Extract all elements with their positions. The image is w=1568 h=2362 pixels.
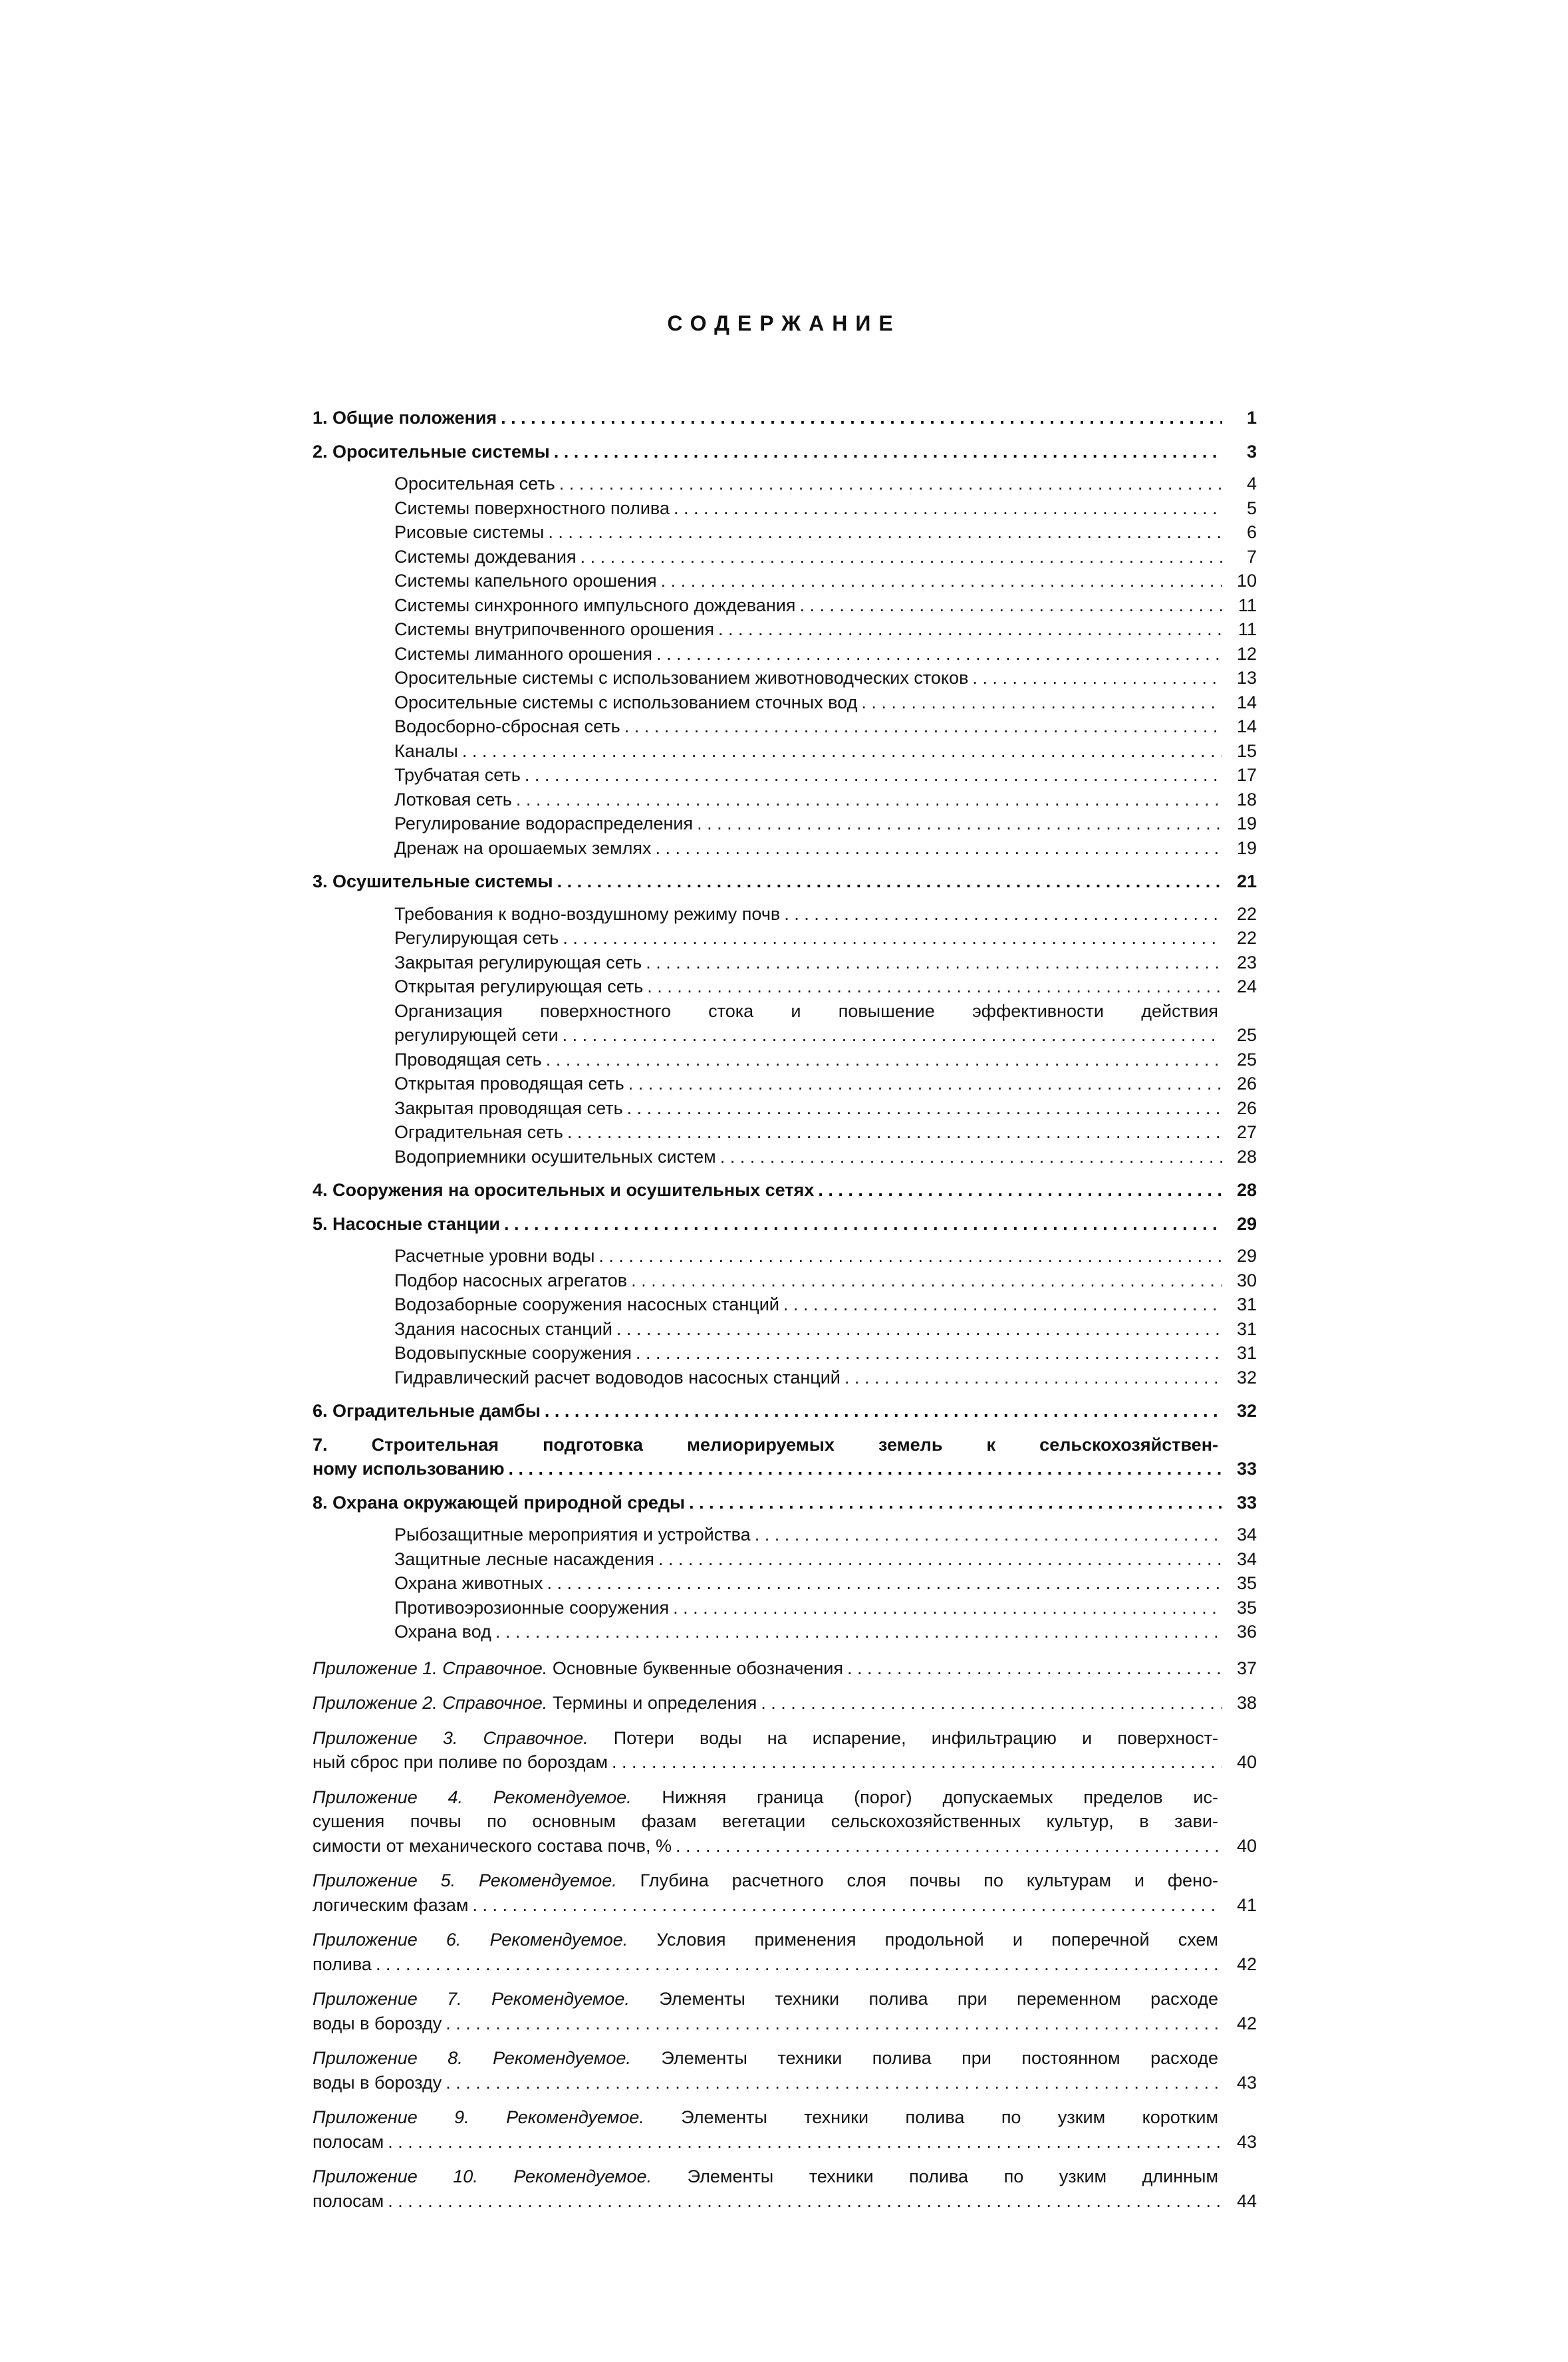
dot-leader — [554, 440, 1222, 464]
dot-leader — [972, 666, 1222, 690]
entry-text: Приложение 2. Справочное. Термины и определения — [313, 1693, 757, 1713]
entry-row[interactable] — [313, 1893, 1257, 1918]
entry-text: воды в борозду — [313, 2072, 442, 2093]
entry-line: 7. Строительная подготовка мелиорируемых земель к сельскохозяйствен- — [313, 1434, 1218, 1455]
toc-subsection-item[interactable] — [394, 974, 1257, 999]
page-number: 29 — [1236, 1246, 1257, 1266]
page-number: 5 — [1246, 498, 1257, 518]
dot-leader — [761, 1691, 1222, 1715]
toc-annex[interactable] — [313, 2046, 1257, 2095]
dot-leader — [655, 836, 1222, 861]
entry-text: Закрытая проводящая сеть — [394, 1098, 623, 1118]
entry-line: Приложение 7. Рекомендуемое. Элементы техники полива при переменном расходе — [313, 1989, 1219, 2009]
entry-text: Регулирующая сеть — [394, 928, 559, 948]
page-number: 29 — [1236, 1213, 1257, 1234]
entry-text: Требования к водно-воздушному режиму почв — [394, 903, 781, 924]
entry-text: Оградительная сеть — [394, 1122, 563, 1142]
dot-leader — [646, 951, 1222, 975]
dot-leader — [628, 1072, 1222, 1096]
dot-leader — [388, 2130, 1222, 2154]
dot-leader — [636, 1341, 1222, 1366]
dot-leader — [612, 1750, 1222, 1775]
entry-text: Системы внутрипочвенного орошения — [394, 619, 714, 639]
dot-leader — [718, 617, 1222, 642]
entry-text: Системы лиманного орошения — [394, 643, 652, 664]
toc-section-heading[interactable] — [313, 1212, 1257, 1237]
page-number: 43 — [1236, 2131, 1257, 2152]
toc-subsection-item[interactable] — [394, 1596, 1257, 1620]
toc-section-heading[interactable] — [313, 1399, 1257, 1423]
entry-text: Рисовые системы — [394, 522, 545, 542]
toc-subsection-item[interactable] — [394, 1317, 1257, 1342]
toc-subsection-item[interactable] — [394, 714, 1257, 739]
dot-leader — [783, 1292, 1222, 1317]
page-number: 12 — [1236, 643, 1257, 664]
toc-section-heading[interactable] — [313, 1433, 1257, 1481]
entry-text: регулирующей сети — [394, 1025, 559, 1045]
entry-text: Расчетные уровни воды — [394, 1246, 595, 1266]
entry-text: Подбор насосных агрегатов — [394, 1270, 628, 1290]
dot-leader — [376, 1952, 1222, 1977]
dot-leader — [567, 1120, 1222, 1145]
page-number: 27 — [1236, 1122, 1257, 1142]
toc-annex[interactable] — [313, 1785, 1257, 1858]
toc-annex[interactable] — [313, 1987, 1257, 2035]
page-number: 21 — [1236, 871, 1257, 891]
page-number: 22 — [1236, 928, 1257, 948]
entry-text: Системы дождевания — [394, 546, 577, 567]
dot-leader — [656, 642, 1222, 666]
dot-leader — [509, 1457, 1222, 1481]
dot-leader — [755, 1523, 1222, 1547]
annex-label: Приложение 4. Рекомендуемое. — [313, 1787, 662, 1807]
toc-subsection-item[interactable] — [394, 569, 1257, 593]
toc-annex[interactable] — [313, 1691, 1257, 1715]
dot-leader — [546, 1048, 1222, 1072]
entry-text: Водовыпускные сооружения — [394, 1343, 632, 1363]
annex-label: Приложение 3. Справочное. — [313, 1727, 614, 1748]
page-number: 30 — [1236, 1270, 1257, 1290]
toc-subsection-item[interactable] — [394, 788, 1257, 812]
dot-leader — [818, 1178, 1222, 1203]
entry-row[interactable] — [313, 1656, 1257, 1681]
page-number: 35 — [1236, 1597, 1257, 1618]
toc-subsection-item[interactable] — [394, 1072, 1257, 1096]
page-number: 19 — [1236, 837, 1257, 858]
page-number: 14 — [1236, 716, 1257, 736]
page-number: 38 — [1236, 1693, 1257, 1713]
dot-leader — [624, 714, 1222, 739]
entry-text: Трубчатая сеть — [394, 765, 521, 785]
dot-leader — [627, 1096, 1222, 1121]
toc-subsection-item[interactable] — [394, 472, 1257, 496]
toc-section-heading[interactable] — [313, 440, 1257, 464]
entry-text: Дренаж на орошаемых землях — [394, 837, 652, 858]
dot-leader — [563, 1023, 1222, 1048]
toc-annex[interactable] — [313, 1656, 1257, 1681]
toc-subsection-item[interactable] — [394, 666, 1257, 690]
entry-text: 8. Охрана окружающей природной среды — [313, 1492, 686, 1513]
entry-text: Каналы — [394, 740, 458, 761]
entry-text: ный сброс при поливе по бороздам — [313, 1752, 608, 1772]
toc-section-heading[interactable] — [313, 1178, 1257, 1203]
annex-label: Приложение 2. Справочное. — [313, 1693, 553, 1713]
page-number: 18 — [1236, 789, 1257, 810]
annex-label: Приложение 6. Рекомендуемое. — [313, 1930, 657, 1950]
entry-text: Приложение 1. Справочное. Основные буквенные обозначения — [313, 1658, 844, 1678]
toc-subsection-item[interactable] — [394, 496, 1257, 521]
entry-text: Регулирование водораспределения — [394, 813, 694, 833]
entry-line: Приложение 9. Рекомендуемое. Элементы техники полива по узким коротким — [313, 2107, 1219, 2127]
toc-subsection-item[interactable] — [394, 1523, 1257, 1547]
page-number: 4 — [1246, 474, 1257, 494]
page-title: СОДЕРЖАНИЕ — [667, 311, 901, 335]
entry-text: Открытая проводящая сеть — [394, 1074, 624, 1094]
entry-text: логическим фазам — [313, 1894, 469, 1915]
page-number: 42 — [1236, 1954, 1257, 1974]
page-number: 42 — [1236, 2013, 1257, 2033]
toc-section — [313, 1178, 1257, 1203]
dot-leader — [689, 1491, 1222, 1515]
entry-row[interactable] — [313, 2189, 1257, 2214]
entry-text: полосам — [313, 2131, 384, 2152]
toc-subsection-item[interactable] — [394, 593, 1257, 618]
dot-leader — [631, 1268, 1222, 1293]
entry-line: Приложение 5. Рекомендуемое. Глубина расчетного слоя почвы по культурам и фено- — [313, 1870, 1218, 1890]
entry-row[interactable] — [313, 1952, 1257, 1977]
entry-text: Гидравлический расчет водоводов насосных станций — [394, 1367, 841, 1388]
entry-text: Системы поверхностного полива — [394, 498, 670, 518]
dot-leader — [462, 739, 1222, 764]
entry-text: Водоприемники осушительных систем — [394, 1146, 716, 1167]
annex-label: Приложение 1. Справочное. — [313, 1658, 553, 1678]
page-number: 25 — [1236, 1025, 1257, 1045]
toc-subsection-item[interactable] — [394, 739, 1257, 764]
entry-text: 6. Оградительные дамбы — [313, 1401, 541, 1421]
entry-text: Проводящая сеть — [394, 1049, 542, 1070]
toc-subsection-item[interactable] — [394, 1571, 1257, 1596]
toc-section-heading[interactable] — [313, 1491, 1257, 1515]
toc-section — [313, 1212, 1257, 1390]
dot-leader — [495, 1620, 1222, 1644]
dot-leader — [845, 1366, 1222, 1390]
entry-text: Системы синхронного импульсного дождевания — [394, 595, 796, 615]
page-number: 41 — [1236, 1894, 1257, 1915]
entry-row[interactable] — [313, 1750, 1257, 1775]
toc-subsection-item[interactable] — [394, 763, 1257, 788]
dot-leader — [661, 569, 1222, 593]
page-number: 32 — [1236, 1367, 1257, 1388]
toc-subsection-list — [313, 1244, 1257, 1390]
page-number: 14 — [1236, 692, 1257, 712]
page-number: 40 — [1236, 1835, 1257, 1856]
entry-line: Приложение 10. Рекомендуемое. Элементы техники полива по узким длинным — [313, 2166, 1219, 2186]
page-number: 40 — [1236, 1752, 1257, 1772]
entry-text: Защитные лесные насаждения — [394, 1549, 654, 1569]
dot-leader — [674, 496, 1222, 521]
entry-text: Оросительные системы с использованием сточных вод — [394, 692, 858, 712]
dot-leader — [516, 788, 1222, 812]
page-number: 17 — [1236, 765, 1257, 785]
toc-section-heading[interactable] — [313, 869, 1257, 894]
toc-section — [313, 440, 1257, 861]
toc-subsection-item[interactable] — [394, 1341, 1257, 1366]
entry-text: полосам — [313, 2190, 384, 2211]
annex-label: Приложение 8. Рекомендуемое. — [313, 2048, 662, 2068]
dot-leader — [446, 2011, 1222, 2036]
entry-line: сушения почвы по основным фазам вегетации сельскохозяйственных культур, в зави- — [313, 1811, 1218, 1831]
page-number: 7 — [1246, 546, 1257, 567]
page-number: 37 — [1236, 1658, 1257, 1678]
annex-label: Приложение 7. Рекомендуемое. — [313, 1989, 660, 2009]
dot-leader — [598, 1244, 1222, 1268]
toc-section-heading[interactable] — [313, 406, 1257, 430]
page-number: 44 — [1236, 2190, 1257, 2211]
entry-row[interactable] — [394, 1023, 1257, 1048]
toc-annex[interactable] — [313, 2105, 1257, 2154]
dot-leader — [446, 2071, 1222, 2095]
dot-leader — [720, 1145, 1222, 1169]
toc-subsection-item[interactable] — [394, 617, 1257, 642]
entry-row[interactable] — [313, 1834, 1257, 1858]
page-number: 15 — [1236, 740, 1257, 761]
dot-leader — [676, 1834, 1222, 1858]
table-of-contents — [313, 406, 1257, 2213]
toc-subsection-item[interactable] — [394, 642, 1257, 666]
dot-leader — [501, 406, 1222, 430]
entry-text: Водозаборные сооружения насосных станций — [394, 1294, 779, 1314]
page-number: 19 — [1236, 813, 1257, 833]
annex-label: Приложение 10. Рекомендуемое. — [313, 2166, 688, 2186]
page-number: 34 — [1236, 1525, 1257, 1545]
toc-subsection-item[interactable] — [394, 1292, 1257, 1317]
toc-annex[interactable] — [313, 1726, 1257, 1775]
page-number: 1 — [1246, 408, 1257, 428]
page-number: 33 — [1236, 1492, 1257, 1513]
dot-leader — [388, 2189, 1222, 2214]
toc-subsection-item[interactable] — [394, 1145, 1257, 1169]
toc-section — [313, 406, 1257, 430]
page-number: 28 — [1236, 1180, 1257, 1200]
page-number: 31 — [1236, 1294, 1257, 1314]
dot-leader — [559, 472, 1222, 496]
toc-annex[interactable] — [313, 2164, 1257, 2213]
toc-section — [313, 1399, 1257, 1423]
page-number: 26 — [1236, 1098, 1257, 1118]
page-number: 22 — [1236, 903, 1257, 924]
entry-text: полива — [313, 1954, 372, 1974]
entry-line: Приложение 4. Рекомендуемое. Нижняя граница (порог) допускаемых пределов ис- — [313, 1787, 1218, 1807]
entry-row[interactable] — [313, 2130, 1257, 2154]
entry-line: Приложение 3. Справочное. Потери воды на испарение, инфильтрацию и поверхност- — [313, 1727, 1219, 1748]
toc-subsection-item[interactable] — [394, 812, 1257, 836]
dot-leader — [525, 763, 1222, 788]
page-number: 36 — [1236, 1622, 1257, 1642]
page-number: 11 — [1238, 619, 1257, 639]
entry-text: Открытая регулирующая сеть — [394, 976, 644, 996]
entry-line: Приложение 8. Рекомендуемое. Элементы техники полива при постоянном расходе — [313, 2048, 1218, 2068]
page-number: 35 — [1236, 1573, 1257, 1593]
toc-subsection-list — [313, 902, 1257, 1169]
entry-line: Приложение 6. Рекомендуемое. Условия применения продольной и поперечной схем — [313, 1930, 1218, 1950]
page-number: 31 — [1236, 1343, 1257, 1363]
dot-leader — [847, 1656, 1222, 1681]
dot-leader — [658, 1547, 1222, 1572]
page-number: 13 — [1236, 668, 1257, 688]
toc-annex[interactable] — [313, 1868, 1257, 1917]
toc-subsection-item[interactable] — [394, 1366, 1257, 1390]
toc-subsection-item[interactable] — [394, 999, 1257, 1048]
dot-leader — [472, 1893, 1222, 1918]
toc-subsection-item[interactable] — [394, 1620, 1257, 1644]
toc-subsection-item[interactable] — [394, 1120, 1257, 1145]
toc-section — [313, 869, 1257, 1169]
dot-leader — [581, 545, 1222, 569]
entry-row[interactable] — [313, 1457, 1257, 1481]
page-number: 34 — [1236, 1549, 1257, 1569]
entry-row[interactable] — [313, 2011, 1257, 2036]
dot-leader — [616, 1317, 1222, 1342]
page-number: 43 — [1236, 2072, 1257, 2093]
toc-subsection-item[interactable] — [394, 926, 1257, 951]
dot-leader — [799, 593, 1222, 618]
dot-leader — [673, 1596, 1222, 1620]
entry-text: Охрана вод — [394, 1622, 491, 1642]
page-number: 26 — [1236, 1074, 1257, 1094]
toc-subsection-item[interactable] — [394, 690, 1257, 715]
page-number: 11 — [1238, 595, 1257, 615]
dot-leader — [697, 812, 1222, 836]
entry-text: симости от механического состава почв, % — [313, 1835, 672, 1856]
dot-leader — [504, 1212, 1222, 1237]
toc-subsection-item[interactable] — [394, 1268, 1257, 1293]
toc-subsection-item[interactable] — [394, 951, 1257, 975]
toc-section — [313, 1491, 1257, 1644]
toc-subsection-item[interactable] — [394, 1547, 1257, 1572]
entry-text: 4. Сооружения на оросительных и осушительных сетях — [313, 1180, 815, 1200]
toc-subsection-item[interactable] — [394, 1244, 1257, 1268]
entry-text: Системы капельного орошения — [394, 571, 657, 591]
toc-annex[interactable] — [313, 1928, 1257, 1976]
entry-text: Оросительные системы с использованием животноводческих стоков — [394, 668, 969, 688]
entry-text: Рыбозащитные мероприятия и устройства — [394, 1525, 751, 1545]
dot-leader — [547, 1571, 1222, 1596]
entry-text: ному использованию — [313, 1459, 505, 1479]
entry-row[interactable] — [313, 1691, 1257, 1715]
entry-text: Охрана животных — [394, 1573, 543, 1593]
annex-label: Приложение 9. Рекомендуемое. — [313, 2107, 682, 2127]
page-number: 31 — [1236, 1318, 1257, 1339]
entry-text: Здания насосных станций — [394, 1318, 612, 1339]
dot-leader — [861, 690, 1222, 715]
page-number: 32 — [1236, 1401, 1257, 1421]
entry-row[interactable] — [313, 2071, 1257, 2095]
entry-line: Организация поверхностного стока и повышение эффективности действия — [394, 1000, 1218, 1021]
page-number: 3 — [1246, 441, 1257, 462]
toc-subsection-item[interactable] — [394, 520, 1257, 545]
dot-leader — [647, 974, 1222, 999]
toc-subsection-list — [313, 1523, 1257, 1644]
toc-subsection-item[interactable] — [394, 545, 1257, 569]
page-number: 33 — [1236, 1459, 1257, 1479]
entry-text: Противоэрозионные сооружения — [394, 1597, 670, 1618]
page-number: 25 — [1236, 1049, 1257, 1070]
dot-leader — [557, 869, 1222, 894]
entry-text: 5. Насосные станции — [313, 1213, 500, 1234]
page-number: 28 — [1236, 1146, 1257, 1167]
toc-subsection-item[interactable] — [394, 902, 1257, 927]
page-number: 10 — [1236, 571, 1257, 591]
entry-text: Водосборно-сбросная сеть — [394, 716, 620, 736]
entry-text: 2. Оросительные системы — [313, 441, 550, 462]
page-number: 6 — [1246, 522, 1257, 542]
toc-subsection-item[interactable] — [394, 1096, 1257, 1121]
page-number: 23 — [1236, 952, 1257, 972]
dot-leader — [563, 926, 1222, 951]
entry-text: воды в борозду — [313, 2013, 442, 2033]
toc-section — [313, 1433, 1257, 1481]
entry-text: Лотковая сеть — [394, 789, 512, 810]
entry-text: Оросительная сеть — [394, 474, 555, 494]
page-number: 24 — [1236, 976, 1257, 996]
dot-leader — [784, 902, 1222, 927]
dot-leader — [548, 520, 1222, 545]
entry-text: 3. Осушительные системы — [313, 871, 553, 891]
toc-subsection-item[interactable] — [394, 1048, 1257, 1072]
dot-leader — [545, 1399, 1222, 1423]
entry-text: 1. Общие положения — [313, 408, 497, 428]
entry-text: Закрытая регулирующая сеть — [394, 952, 642, 972]
toc-subsection-list — [313, 472, 1257, 860]
annex-label: Приложение 5. Рекомендуемое. — [313, 1870, 640, 1890]
toc-subsection-item[interactable] — [394, 836, 1257, 861]
